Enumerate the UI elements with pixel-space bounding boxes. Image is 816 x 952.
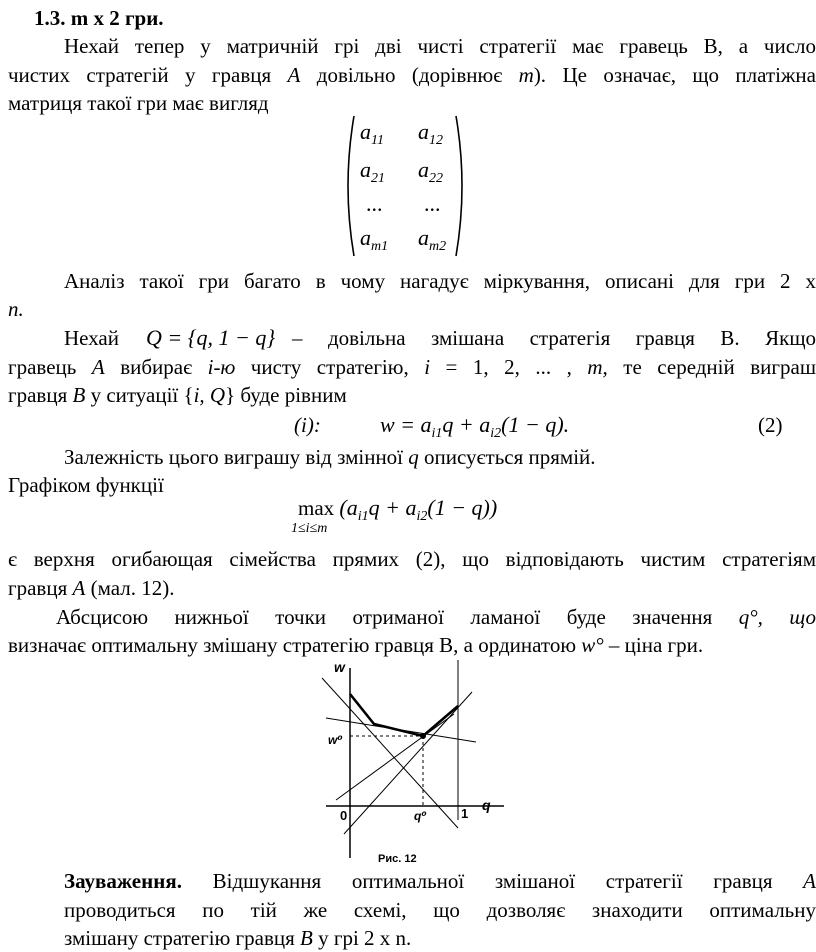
matrix-cell-11: $a_{11}$ (360, 119, 384, 148)
equation-2-number: (2) (758, 413, 783, 437)
equation-3-limits: 1≤i≤m (291, 521, 328, 536)
para1-line1: Нехай тепер у матричній грі дві чисті стратегії має гравець В, а число (64, 34, 816, 58)
line-4 (336, 714, 454, 800)
matrix-cell-21: $a_{21}$ (360, 157, 385, 186)
note-line1: Зауваження. Відшукання оптимальної змішаної стратегії гравця A (64, 869, 816, 893)
matrix-cell-31: ... (366, 191, 383, 216)
para4-line1: Залежність цього виграшу від змінної q описується прямій. (64, 445, 596, 469)
line-3 (344, 692, 472, 834)
equation-2-label: (i): (294, 413, 321, 437)
x-axis-label: q (482, 797, 491, 813)
q0-label: q⁰ (414, 809, 427, 823)
para3-line2: гравець A вибирає i-ю чисту стратегію, i = 1, 2, ... , m, те середній виграш (8, 355, 816, 379)
para4-line2: Графіком функції (8, 473, 164, 497)
para2-line1: Аналіз такої гри багато в чому нагадує міркування, описані для гри 2 х (64, 269, 816, 293)
strategy-Q: Q = {q, 1 − q} (146, 325, 276, 350)
para5-line1: є верхня огибающая сімейства прямих (2), що відповідають чистим стратегіям (8, 547, 816, 571)
matrix-cell-22: $a_{22}$ (418, 157, 443, 186)
note-line2: проводиться по тій же схемі, що дозволяє знаходити оптимальну (64, 898, 816, 922)
y-axis-label: w (334, 660, 345, 675)
matrix-cell-m1: $a_{m1}$ (360, 225, 389, 254)
matrix-cell-12: $a_{12}$ (418, 119, 443, 148)
figure-caption: Рис. 12 (378, 853, 417, 865)
para6-line2: визначає оптимальну змішану стратегію гравця В, а ординатою w° – ціна гри. (8, 633, 704, 657)
para6-line1: Абсцисою нижньої точки отриманої ламаної буде значення q°, що (56, 605, 816, 629)
section-heading: 1.3. m x 2 гри. (34, 6, 164, 30)
para3-line1: Нехай Q = {q, 1 − q} – довільна змішана стратегія гравця В. Якщо (64, 325, 816, 350)
figure-12 (296, 660, 516, 870)
equation-2: $w = a_{i1}q + a_{i2}(1 - q)$. (380, 412, 570, 441)
origin-label: 0 (340, 808, 348, 823)
note-line3: змішану стратегію гравця B у грі 2 х n. (64, 926, 412, 950)
matrix-cell-m2: $a_{m2}$ (418, 225, 447, 254)
equation-3: $\max (a_{i1}q + a_{i2}(1 - q))$ (298, 495, 498, 524)
matrix-cell-32: ... (424, 191, 441, 216)
para3-line3: гравця B у ситуації {i, Q} буде рівним (8, 383, 347, 407)
para1-line3: матриця такої гри має вигляд (8, 91, 269, 115)
upper-envelope (350, 694, 458, 736)
payoff-matrix (340, 112, 470, 260)
one-label: 1 (461, 806, 469, 821)
optimal-point (420, 733, 426, 739)
para5-line2: гравця A (мал. 12). (8, 576, 175, 600)
para1-line2: чистих стратегій у гравця A довільно (дорівнює m). Це означає, що платіжна (8, 63, 816, 87)
para2-line2: n. (8, 297, 24, 321)
w0-label: w⁰ (328, 733, 343, 747)
